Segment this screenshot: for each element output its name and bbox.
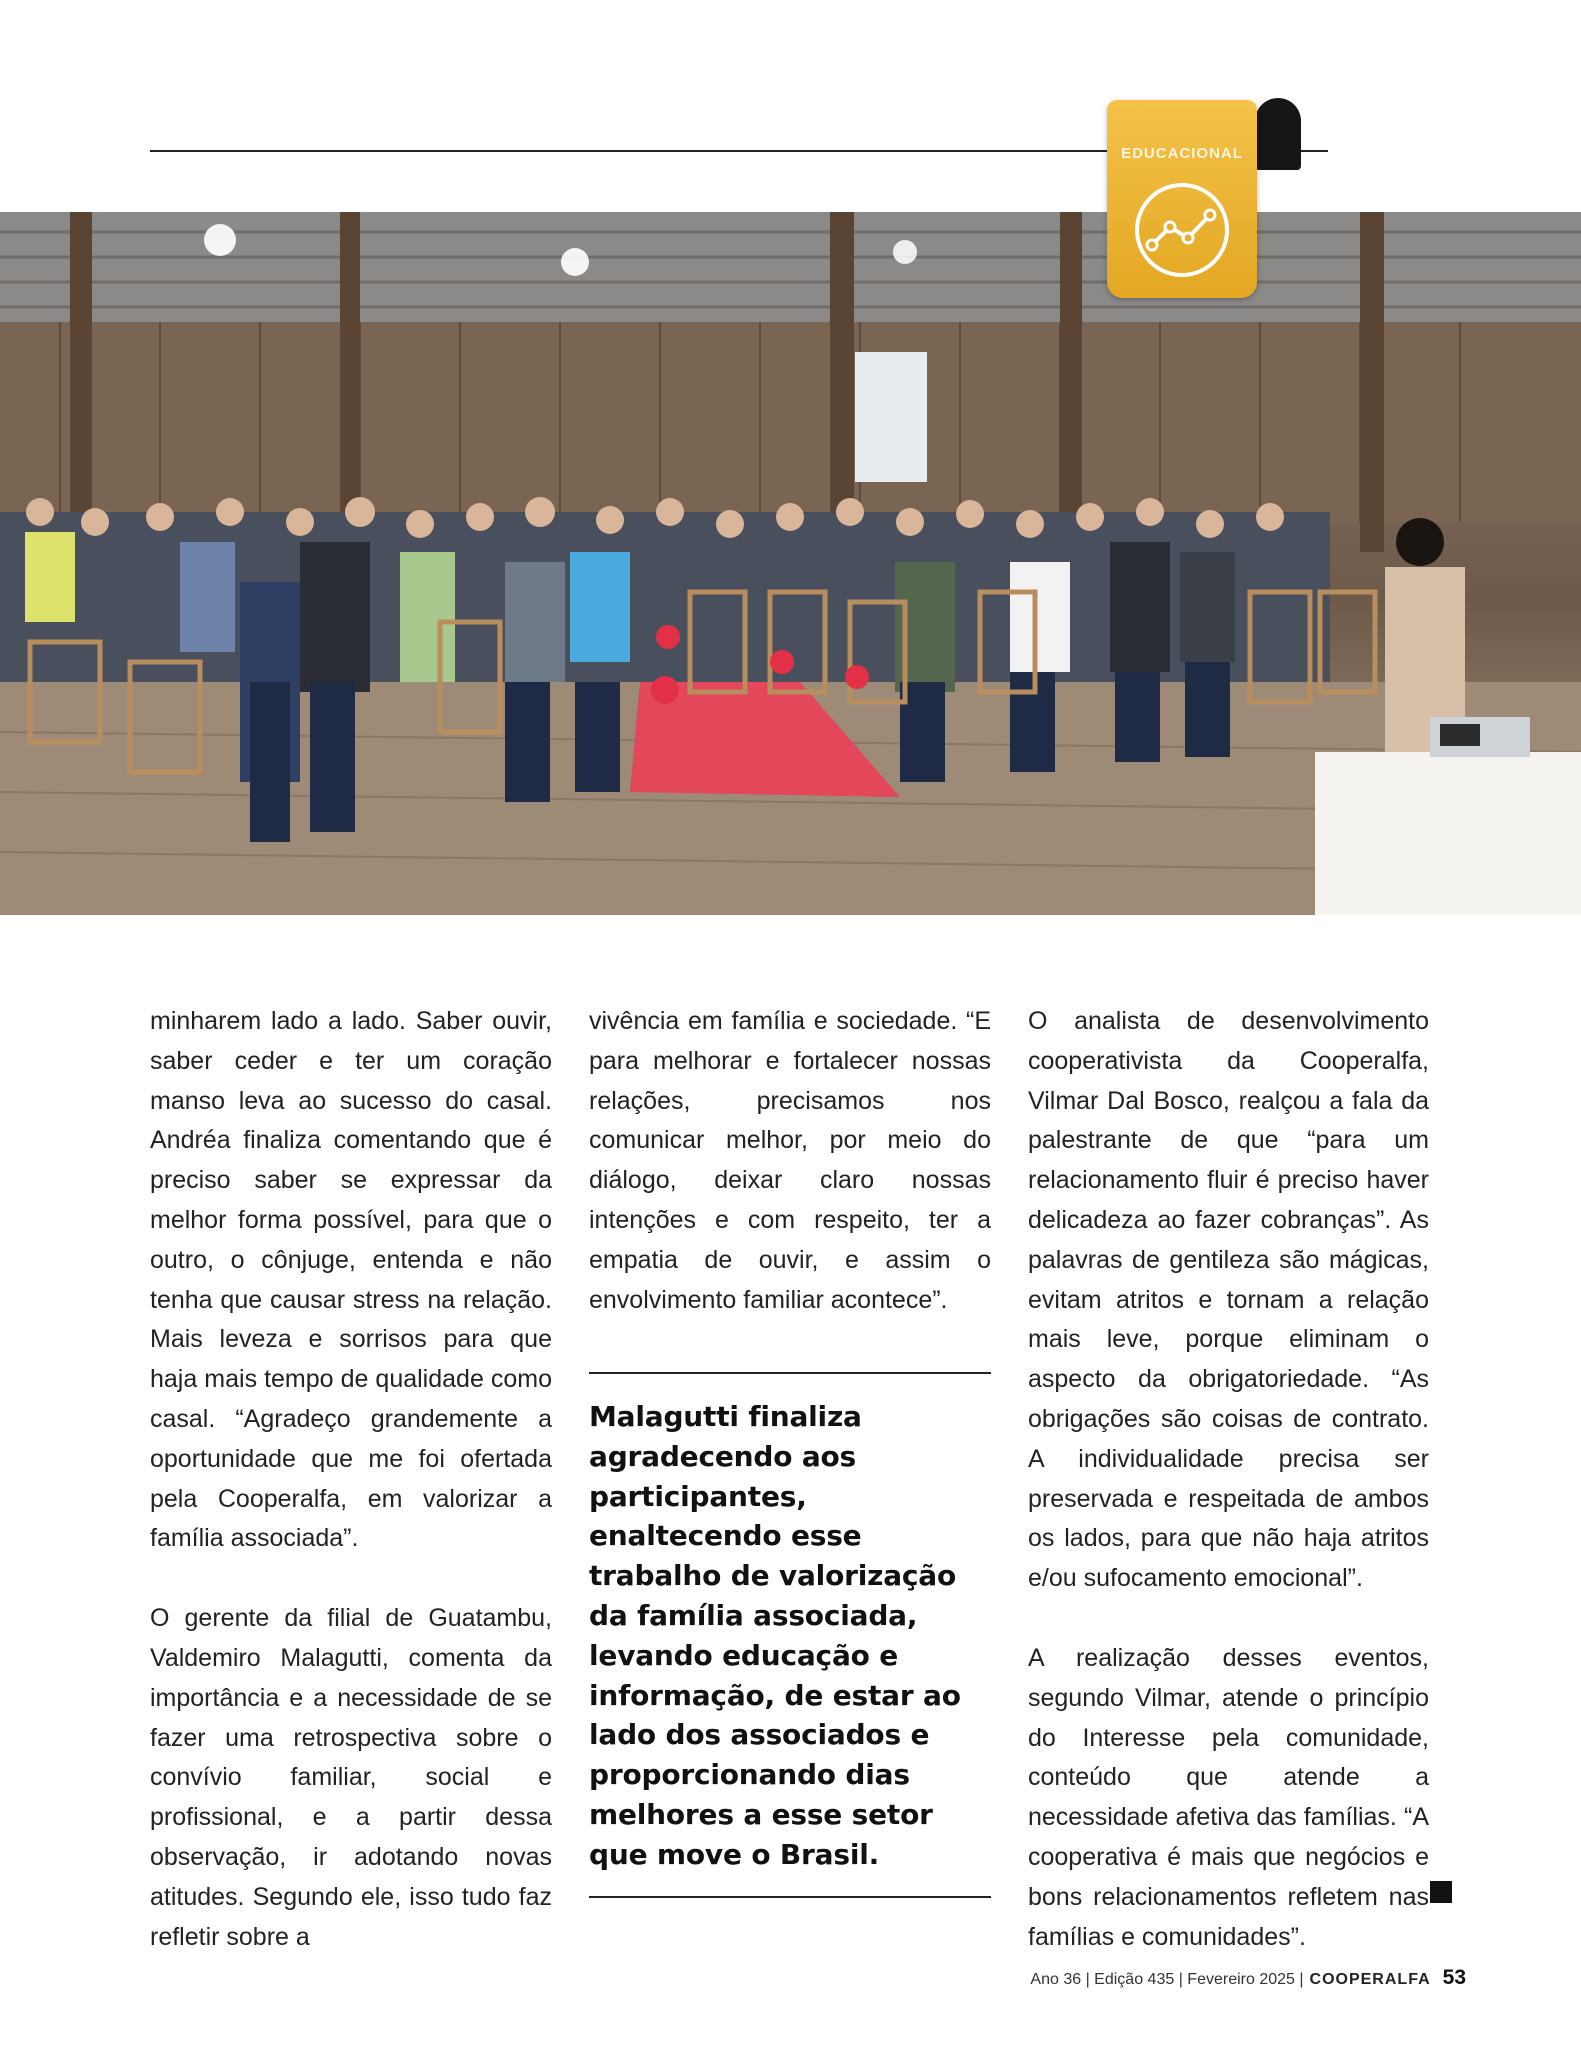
article-column-1: [150, 1002, 552, 1957]
pull-quote-top-rule: [589, 1372, 991, 1374]
column3-paragraph-2: A realização desses eventos, segundo Vilmar, atende o princípio do Interesse pela comunidade, conteúdo que atende a necessidade afetiva das famílias. “A cooperativa é mais que negócios e bons relacionamentos refletem nas famílias e comunidades”.: [1028, 1643, 1429, 1951]
article-column-2: [589, 1002, 991, 1320]
page-footer: [1030, 1966, 1466, 1990]
section-tab-label: EDUCACIONAL: [1121, 145, 1243, 162]
section-tab-roll: [1255, 98, 1301, 170]
column2-paragraph-1: vivência em família e sociedade. “E para melhorar e fortalecer nossas relações, precisamos nos comunicar melhor, por meio do diálogo, deixar claro nossas intenções e com respeito, ter a empatia de ouvir, e assim o envolvimento familiar acontece”.: [589, 1007, 991, 1314]
column1-paragraph-2: O gerente da filial de Guatambu, Valdemiro Malagutti, comenta da importância e a necessidade de se fazer uma retrospectiva sobre o convívio familiar, social e profissional, e a partir dessa observação, ir adotando novas atitudes. Segundo ele, isso tudo faz refletir sobre a: [150, 1604, 552, 1951]
page-number: 53: [1442, 1966, 1466, 1989]
pull-quote-bottom-rule: [589, 1896, 991, 1898]
article-column-3: [1028, 1002, 1429, 1957]
event-photo: [0, 212, 1581, 915]
line-chart-icon: [1132, 180, 1232, 280]
event-photo-illustration: [0, 212, 1581, 915]
end-of-article-mark: [1430, 1881, 1452, 1903]
pull-quote: Malagutti finaliza agradecendo aos participantes, enaltecendo esse trabalho de valorização da família associada, levando educação e informação, de estar ao lado dos associados e proporcionando dias melhores a esse setor que move o Brasil.: [589, 1400, 961, 1871]
column3-paragraph-1: O analista de desenvolvimento cooperativista da Cooperalfa, Vilmar Dal Bosco, realçou a fala da palestrante de que “para um relacionamento fluir é preciso haver delicadeza ao fazer cobranças”. As palavras de gentileza são mágicas, evitam atritos e tornam a relação mais leve, porque eliminam o aspecto da obrigatoriedade. “As obrigações são coisas de contrato. A individualidade precisa ser preservada e respeitada de ambos os lados, para que não haja atritos e/ou sufocamento emocional”.: [1028, 1007, 1429, 1593]
footer-issue-info: Ano 36 | Edição 435 | Fevereiro 2025 |: [1030, 1971, 1304, 1988]
footer-brand: COOPERALFA: [1309, 1971, 1431, 1988]
section-tab: [1107, 100, 1257, 298]
column1-paragraph-1: minharem lado a lado. Saber ouvir, saber ceder e ter um coração manso leva ao sucesso do casal. Andréa finaliza comentando que é preciso saber se expressar da melhor forma possível, para que o outro, o cônjuge, entenda e não tenha que causar stress na relação. Mais leveza e sorrisos para que haja mais tempo de qualidade como casal. “Agradeço grandemente a oportunidade que me foi ofertada pela Cooperalfa, em valorizar a família associada”.: [150, 1007, 552, 1553]
